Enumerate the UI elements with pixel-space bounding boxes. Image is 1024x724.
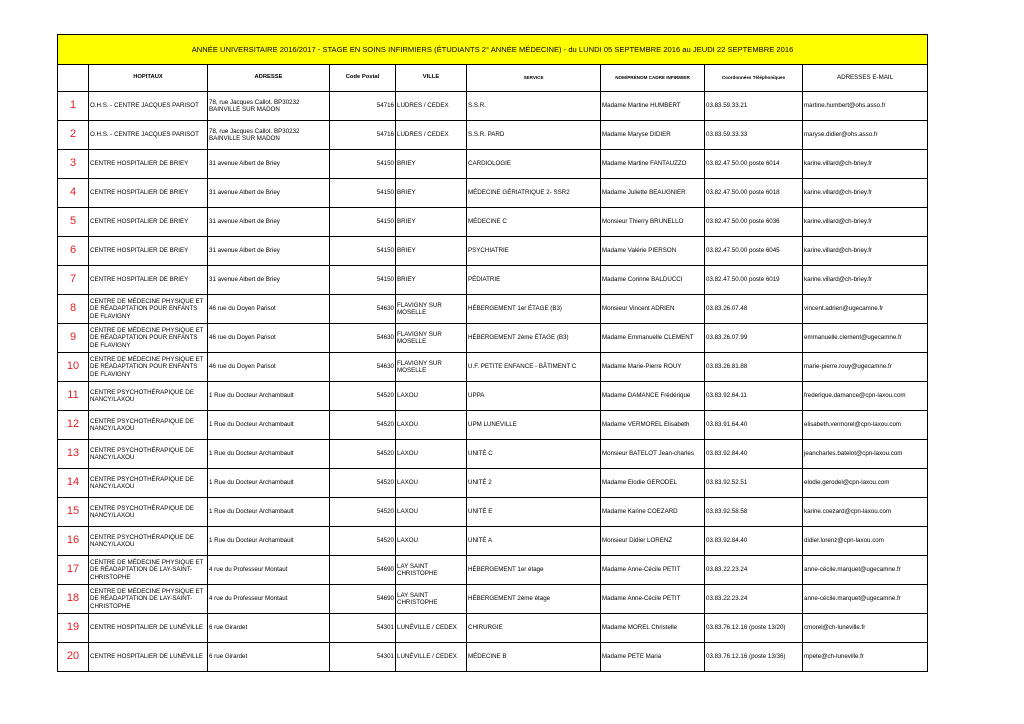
address-cell: 4 rue du Professeur Montaut [208, 585, 330, 614]
postal-code-cell: 54150 [330, 179, 396, 208]
phone-cell: 03.83.76.12.16 (poste 13/20) [705, 614, 803, 643]
table-row [58, 266, 928, 295]
city-cell: FLAVIGNY SUR MOSELLE [396, 324, 467, 353]
postal-code-cell: 54690 [330, 585, 396, 614]
nurse-manager-cell: Monsieur BATELOT Jean-charles [601, 440, 705, 469]
hospital-cell: CENTRE PSYCHOTHÉRAPIQUE DE NANCY/LAXOU [89, 527, 208, 556]
phone-cell: 03.83.26.81.88 [705, 353, 803, 382]
service-cell: MÉDECINE C [467, 208, 601, 237]
hospital-cell: CENTRE HOSPITALIER DE LUNÉVILLE [89, 614, 208, 643]
email-cell: cmorel@ch-luneville.fr [803, 614, 928, 643]
service-cell: PÉDIATRIE [467, 266, 601, 295]
table-row [58, 411, 928, 440]
service-cell: UNITÉ A [467, 527, 601, 556]
address-cell: 6 rue Girardet [208, 643, 330, 672]
nurse-manager-cell: Monsieur Didier LORENZ [601, 527, 705, 556]
table-row [58, 324, 928, 353]
service-cell: UNITÉ E [467, 498, 601, 527]
phone-cell: 03.83.92.84.40 [705, 440, 803, 469]
row-number: 8 [58, 295, 89, 324]
email-cell: marie-pierre.rouy@ugecamne.fr [803, 353, 928, 382]
email-cell: mpete@ch-luneville.fr [803, 643, 928, 672]
service-cell: CARDIOLOGIE [467, 150, 601, 179]
table-row [58, 469, 928, 498]
email-cell: karine.villard@ch-briey.fr [803, 237, 928, 266]
row-number: 19 [58, 614, 89, 643]
city-cell: LUNÉVILLE / CEDEX [396, 614, 467, 643]
address-cell: 1 Rue du Docteur Archambault [208, 469, 330, 498]
phone-cell: 03.83.59.33.33 [705, 121, 803, 150]
postal-code-cell: 54716 [330, 92, 396, 121]
phone-cell: 03.82.47.50.00 poste 6014 [705, 150, 803, 179]
address-cell: 46 rue du Doyen Parisot [208, 324, 330, 353]
postal-code-cell: 54520 [330, 411, 396, 440]
postal-code-cell: 54520 [330, 469, 396, 498]
header-ville: VILLE [396, 65, 467, 92]
phone-cell: 03.83.59.33.21 [705, 92, 803, 121]
table-row [58, 179, 928, 208]
table-row [58, 121, 928, 150]
row-number: 7 [58, 266, 89, 295]
city-cell: BRIEY [396, 237, 467, 266]
table-row [58, 208, 928, 237]
email-cell: elodie.gerodel@cpn-laxou.com [803, 469, 928, 498]
phone-cell: 03.82.47.50.00 poste 6019 [705, 266, 803, 295]
email-cell: karine.villard@ch-briey.fr [803, 150, 928, 179]
hospital-cell: CENTRE HOSPITALIER DE LUNÉVILLE [89, 643, 208, 672]
address-cell: 31 avenue Albert de Briey [208, 208, 330, 237]
header-num [58, 65, 89, 92]
postal-code-cell: 54630 [330, 353, 396, 382]
table-row [58, 237, 928, 266]
hospital-cell: CENTRE DE MÉDECINE PHYSIQUE ET DE RÉADAPTATION POUR ENFANTS DE FLAVIGNY [89, 353, 208, 382]
address-cell: 46 rue du Doyen Parisot [208, 353, 330, 382]
email-cell: karine.coezard@cpn-laxou.com [803, 498, 928, 527]
city-cell: LAXOU [396, 469, 467, 498]
row-number: 4 [58, 179, 89, 208]
service-cell: HÉBERGEMENT 1er ÉTAGE (B3) [467, 295, 601, 324]
row-number: 20 [58, 643, 89, 672]
row-number: 6 [58, 237, 89, 266]
email-cell: anne-cécile.marquet@ugecamne.fr [803, 556, 928, 585]
email-cell: martine.humbert@ohs.asso.fr [803, 92, 928, 121]
hospital-cell: CENTRE PSYCHOTHÉRAPIQUE DE NANCY/LAXOU [89, 411, 208, 440]
table-row [58, 585, 928, 614]
hospital-cell: CENTRE PSYCHOTHÉRAPIQUE DE NANCY/LAXOU [89, 498, 208, 527]
service-cell: UNITÉ C [467, 440, 601, 469]
nurse-manager-cell: Madame MOREL Christelle [601, 614, 705, 643]
address-cell: 31 avenue Albert de Briey [208, 237, 330, 266]
row-number: 11 [58, 382, 89, 411]
city-cell: LAY SAINT CHRISTOPHE [396, 585, 467, 614]
table-row [58, 614, 928, 643]
phone-cell: 03.83.26.07.99 [705, 324, 803, 353]
address-cell: 1 Rue du Docteur Archambault [208, 440, 330, 469]
email-cell: vincent.adrien@ugecamne.fr [803, 295, 928, 324]
service-cell: UPM LUNEVILLE [467, 411, 601, 440]
postal-code-cell: 54690 [330, 556, 396, 585]
phone-cell: 03.83.22.23.24 [705, 556, 803, 585]
email-cell: jeancharles.batelot@cpn-laxou.com [803, 440, 928, 469]
email-cell: karine.villard@ch-briey.fr [803, 266, 928, 295]
header-code-postal: Code Postal [330, 65, 396, 92]
service-cell: S.S.R. [467, 92, 601, 121]
nurse-manager-cell: Madame PETE Maria [601, 643, 705, 672]
header-cadre: NOM/PRÉNOM CADRE INFIRMIER [601, 65, 705, 92]
city-cell: LUDRES / CEDEX [396, 92, 467, 121]
service-cell: CHIRURGIE [467, 614, 601, 643]
phone-cell: 03.83.91.64.40 [705, 411, 803, 440]
email-cell: karine.villard@ch-briey.fr [803, 179, 928, 208]
address-cell: 78, rue Jacques Callot. BP30232 BAINVILLE SUR MADON [208, 121, 330, 150]
row-number: 1 [58, 92, 89, 121]
phone-cell: 03.83.26.07.48 [705, 295, 803, 324]
service-cell: MÉDECINE B [467, 643, 601, 672]
service-cell: HÉBERGEMENT 1er étage [467, 556, 601, 585]
hospital-cell: CENTRE HOSPITALIER DE BRIEY [89, 237, 208, 266]
city-cell: LAXOU [396, 382, 467, 411]
phone-cell: 03.82.47.50.00 poste 6045 [705, 237, 803, 266]
address-cell: 1 Rue du Docteur Archambault [208, 382, 330, 411]
postal-code-cell: 54301 [330, 614, 396, 643]
city-cell: LUNÉVILLE / CEDEX [396, 643, 467, 672]
service-cell: MÉDECINE GÉRIATRIQUE 2- SSR2 [467, 179, 601, 208]
address-cell: 31 avenue Albert de Briey [208, 150, 330, 179]
address-cell: 1 Rue du Docteur Archambault [208, 411, 330, 440]
hospital-cell: CENTRE DE MÉDECINE PHYSIQUE ET DE RÉADAPTATION DE LAY-SAINT-CHRISTOPHE [89, 585, 208, 614]
hospital-cell: CENTRE DE MÉDECINE PHYSIQUE ET DE RÉADAPTATION POUR ENFANTS DE FLAVIGNY [89, 324, 208, 353]
service-cell: S.S.R. PARD [467, 121, 601, 150]
row-number: 16 [58, 527, 89, 556]
email-cell: emmanuelle.clement@ugecamne.fr [803, 324, 928, 353]
row-number: 10 [58, 353, 89, 382]
header-email: ADRESSES E-MAIL [803, 65, 928, 92]
city-cell: LAXOU [396, 411, 467, 440]
phone-cell: 03.83.92.84.40 [705, 527, 803, 556]
postal-code-cell: 54520 [330, 527, 396, 556]
hospital-cell: CENTRE PSYCHOTHÉRAPIQUE DE NANCY/LAXOU [89, 382, 208, 411]
nurse-manager-cell: Madame Anne-Cécile PETIT [601, 585, 705, 614]
nurse-manager-cell: Madame Marie-Pierre ROUY [601, 353, 705, 382]
city-cell: LAXOU [396, 498, 467, 527]
service-cell: HÉBERGEMENT 2ème ÉTAGE (B3) [467, 324, 601, 353]
postal-code-cell: 54520 [330, 440, 396, 469]
email-cell: karine.villard@ch-briey.fr [803, 208, 928, 237]
nurse-manager-cell: Madame Maryse DIDIER [601, 121, 705, 150]
table-row [58, 382, 928, 411]
hospital-cell: CENTRE PSYCHOTHÉRAPIQUE DE NANCY/LAXOU [89, 440, 208, 469]
postal-code-cell: 54150 [330, 237, 396, 266]
nurse-manager-cell: Madame Emmanuelle CLEMENT [601, 324, 705, 353]
table-row [58, 295, 928, 324]
table-row [58, 643, 928, 672]
service-cell: UNITÉ 2 [467, 469, 601, 498]
row-number: 9 [58, 324, 89, 353]
hospital-cell: CENTRE DE MÉDECINE PHYSIQUE ET DE RÉADAPTATION DE LAY-SAINT-CHRISTOPHE [89, 556, 208, 585]
nurse-manager-cell: Madame DAMANCE Frédérique [601, 382, 705, 411]
postal-code-cell: 54301 [330, 643, 396, 672]
service-cell: HÉBERGEMENT 2ème étage [467, 585, 601, 614]
email-cell: maryse.didier@ohs.asso.fr [803, 121, 928, 150]
row-number: 17 [58, 556, 89, 585]
city-cell: LAXOU [396, 527, 467, 556]
table-row [58, 498, 928, 527]
postal-code-cell: 54150 [330, 150, 396, 179]
row-number: 5 [58, 208, 89, 237]
row-number: 2 [58, 121, 89, 150]
city-cell: BRIEY [396, 266, 467, 295]
hospital-cell: CENTRE HOSPITALIER DE BRIEY [89, 179, 208, 208]
address-cell: 6 rue Girardet [208, 614, 330, 643]
postal-code-cell: 54150 [330, 266, 396, 295]
nurse-manager-cell: Madame Martine HUMBERT [601, 92, 705, 121]
row-number: 13 [58, 440, 89, 469]
title-row [58, 35, 928, 65]
postal-code-cell: 54520 [330, 382, 396, 411]
hospital-cell: O.H.S. - CENTRE JACQUES PARISOT [89, 92, 208, 121]
email-cell: anne-cécile.marquet@ugecamne.fr [803, 585, 928, 614]
nurse-manager-cell: Madame Valérie PIERSON [601, 237, 705, 266]
row-number: 3 [58, 150, 89, 179]
city-cell: BRIEY [396, 179, 467, 208]
city-cell: BRIEY [396, 208, 467, 237]
phone-cell: 03.82.47.50.00 poste 6036 [705, 208, 803, 237]
postal-code-cell: 54630 [330, 324, 396, 353]
nurse-manager-cell: Monsieur Vincent ADRIEN [601, 295, 705, 324]
address-cell: 1 Rue du Docteur Archambault [208, 498, 330, 527]
address-cell: 31 avenue Albert de Briey [208, 266, 330, 295]
postal-code-cell: 54520 [330, 498, 396, 527]
hospital-cell: CENTRE PSYCHOTHÉRAPIQUE DE NANCY/LAXOU [89, 469, 208, 498]
postal-code-cell: 54716 [330, 121, 396, 150]
table-row [58, 92, 928, 121]
header-tel: Coordonnées Téléphoniques [705, 65, 803, 92]
sheet-title: ANNÉE UNIVERSITAIRE 2016/2017 - STAGE EN SOINS INFIRMIERS (ÉTUDIANTS 2° ANNÉE MÉDECINE) - du LUNDI 05 SEPTEMBRE 2016 au JEUDI 22 SEPTEMBRE 2016 [58, 35, 928, 65]
phone-cell: 03.82.47.50.00 poste 6018 [705, 179, 803, 208]
phone-cell: 03.83.22.23.24 [705, 585, 803, 614]
postal-code-cell: 54150 [330, 208, 396, 237]
phone-cell: 03.83.76.12.16 (poste 13/36) [705, 643, 803, 672]
service-cell: PSYCHIATRIE [467, 237, 601, 266]
table-row [58, 527, 928, 556]
nurse-manager-cell: Madame VERMOREL Elisabeth [601, 411, 705, 440]
row-number: 18 [58, 585, 89, 614]
header-service: SERVICE [467, 65, 601, 92]
hospital-cell: CENTRE HOSPITALIER DE BRIEY [89, 266, 208, 295]
hospital-cell: CENTRE HOSPITALIER DE BRIEY [89, 150, 208, 179]
city-cell: LUDRES / CEDEX [396, 121, 467, 150]
city-cell: LAXOU [396, 440, 467, 469]
row-number: 15 [58, 498, 89, 527]
phone-cell: 03.83.92.58.58 [705, 498, 803, 527]
address-cell: 31 avenue Albert de Briey [208, 179, 330, 208]
nurse-manager-cell: Madame Elodie GERODEL [601, 469, 705, 498]
email-cell: frederique.damance@cpn-laxou.com [803, 382, 928, 411]
phone-cell: 03.83.92.64.11 [705, 382, 803, 411]
nurse-manager-cell: Madame Corinne BALDUCCI [601, 266, 705, 295]
postal-code-cell: 54630 [330, 295, 396, 324]
address-cell: 1 Rue du Docteur Archambault [208, 527, 330, 556]
row-number: 12 [58, 411, 89, 440]
email-cell: elisabeth.vermorel@cpn-laxou.com [803, 411, 928, 440]
city-cell: FLAVIGNY SUR MOSELLE [396, 353, 467, 382]
service-cell: U.F. PETITE ENFANCE - BÂTIMENT C [467, 353, 601, 382]
table-row [58, 556, 928, 585]
nurse-manager-cell: Madame Juliette BEAUGNIER [601, 179, 705, 208]
service-cell: UPPA [467, 382, 601, 411]
table-row [58, 353, 928, 382]
nurse-manager-cell: Monsieur Thierry BRUNELLO [601, 208, 705, 237]
city-cell: FLAVIGNY SUR MOSELLE [396, 295, 467, 324]
address-cell: 46 rue du Doyen Parisot [208, 295, 330, 324]
city-cell: LAY SAINT CHRISTOPHE [396, 556, 467, 585]
row-number: 14 [58, 469, 89, 498]
hospital-cell: CENTRE HOSPITALIER DE BRIEY [89, 208, 208, 237]
table-row [58, 150, 928, 179]
table-row [58, 440, 928, 469]
header-adresse: ADRESSE [208, 65, 330, 92]
email-cell: didier.lorenz@cpn-laxou.com [803, 527, 928, 556]
address-cell: 4 rue du Professeur Montaut [208, 556, 330, 585]
stage-table [57, 34, 928, 672]
nurse-manager-cell: Madame Karine COEZARD [601, 498, 705, 527]
header-row [58, 65, 928, 92]
hospital-cell: O.H.S. - CENTRE JACQUES PARISOT [89, 121, 208, 150]
hospital-cell: CENTRE DE MÉDECINE PHYSIQUE ET DE RÉADAPTATION POUR ENFANTS DE FLAVIGNY [89, 295, 208, 324]
nurse-manager-cell: Madame Martine FANTAUZZO [601, 150, 705, 179]
address-cell: 78, rue Jacques Callot. BP30232 BAINVILLE SUR MADON [208, 92, 330, 121]
city-cell: BRIEY [396, 150, 467, 179]
nurse-manager-cell: Madame Anne-Cécile PETIT [601, 556, 705, 585]
header-hopitaux: HOPITAUX [89, 65, 208, 92]
phone-cell: 03.83.92.52.51 [705, 469, 803, 498]
